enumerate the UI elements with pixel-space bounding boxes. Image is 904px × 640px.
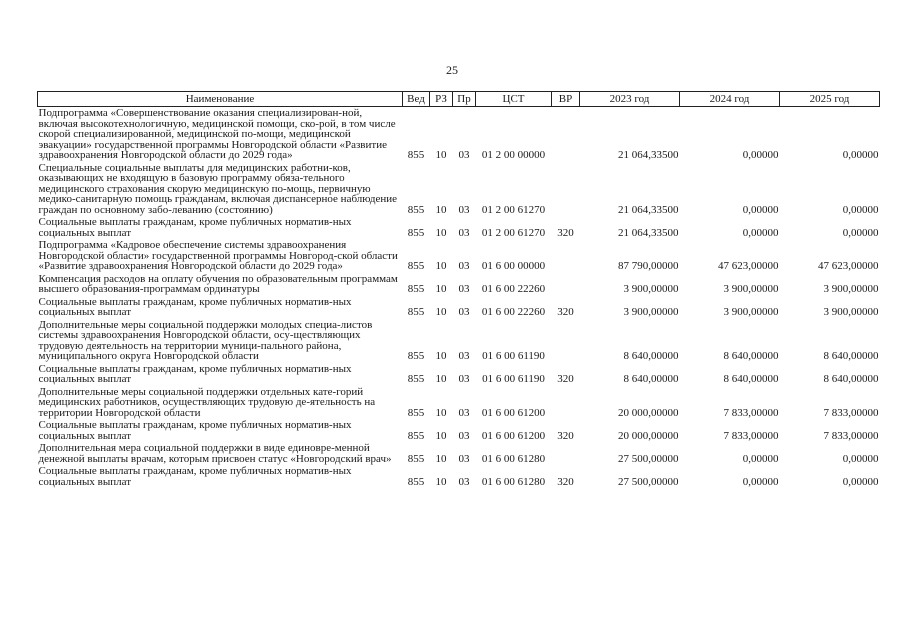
row-cst: 01 2 00 61270 [481,203,546,216]
row-2025: 8 640,00000 [823,373,879,385]
row-rz: 10 [435,429,447,442]
row-cst: 01 6 00 00000 [481,260,546,272]
row-ved: 855 [407,260,425,272]
row-vr: 320 [557,306,574,318]
table-row [38,320,880,364]
row-pr: 03 [458,203,470,216]
row-2025: 0,00000 [842,149,879,161]
row-2024: 0,00000 [742,452,779,465]
row-pr: 03 [458,475,470,488]
header-cst: ЦСТ [476,92,552,107]
row-2025: 0,00000 [842,452,879,465]
row-2024: 0,00000 [742,475,779,488]
row-rz: 10 [435,452,447,465]
row-2023: 21 064,33500 [618,203,679,216]
row-2023: 87 790,00000 [618,260,679,272]
row-cst: 01 6 00 61190 [482,373,545,385]
row-pr: 03 [458,260,470,272]
row-name: Дополнительные меры социальной поддержки молодых специа-листов системы здравоохранения Новгородской области, осу-ществляющих трудовую деятельность на территории муници-пального района, муниципального округа Новгородской области [38,318,373,362]
row-ved: 855 [407,373,425,385]
header-rz: РЗ [430,92,453,107]
row-2024: 7 833,00000 [723,429,779,442]
table-row [38,443,880,466]
row-ved: 855 [407,283,425,295]
row-vr: 320 [557,475,574,488]
row-name: Дополнительные меры социальной поддержки отдельных кате-горий медицинских работников, осуществляющих трудовую де-ятельность на территории Новгородской области [38,385,376,419]
row-2023: 27 500,00000 [618,452,679,465]
row-cst: 01 6 00 22260 [481,306,546,318]
row-2024: 3 900,00000 [723,306,779,318]
row-vr [552,107,580,163]
row-name: Социальные выплаты гражданам, кроме публичных норматив-ных социальных выплат [38,419,352,442]
table-row [38,466,880,489]
row-cst: 01 6 00 61190 [482,350,545,362]
row-vr [552,443,580,466]
row-2024: 3 900,00000 [723,283,779,295]
row-rz: 10 [435,260,447,272]
row-2023: 20 000,00000 [618,406,679,419]
row-name: Социальные выплаты гражданам, кроме публичных норматив-ных социальных выплат [38,295,352,318]
row-cst: 01 6 00 61280 [481,475,546,488]
row-vr: 320 [557,226,574,239]
row-pr: 03 [458,452,470,465]
row-2023: 8 640,00000 [623,373,679,385]
row-2025: 3 900,00000 [823,306,879,318]
row-vr [552,274,580,297]
row-ved: 855 [407,306,425,318]
table-row [38,163,880,218]
table-row [38,364,880,387]
row-ved: 855 [407,406,425,419]
header-2023: 2023 год [580,92,680,107]
row-pr: 03 [458,283,470,295]
row-2024: 47 623,00000 [718,260,779,272]
row-pr: 03 [458,350,470,362]
row-2024: 8 640,00000 [723,350,779,362]
table-body [38,107,880,490]
row-vr [552,163,580,218]
row-ved: 855 [407,226,425,239]
header-pr: Пр [453,92,476,107]
row-name: Социальные выплаты гражданам, кроме публичных норматив-ных социальных выплат [38,216,352,239]
table-row [38,107,880,163]
row-name: Социальные выплаты гражданам, кроме публичных норматив-ных социальных выплат [38,362,352,385]
row-rz: 10 [435,149,447,161]
row-name: Компенсация расходов на оплату обучения по образовательным программам высшего образования-программам ординатуры [38,272,398,295]
row-vr [552,387,580,421]
row-rz: 10 [435,406,447,419]
budget-table [37,91,880,489]
row-cst: 01 2 00 61270 [481,226,546,239]
row-name: Подпрограмма «Совершенствование оказания специализирован-ной, включая высокотехнологичную, медицинской помощи, ско-рой, в том числе скорой специализированной, медицинской по-мощи, медицинской эвакуации» государственной программы Новгородской области «Развитие здравоохранения Новгородской области до 2029 года» [38,107,396,161]
table-row [38,217,880,240]
row-2023: 27 500,00000 [618,475,679,488]
row-ved: 855 [407,350,425,362]
row-cst: 01 6 00 61200 [481,406,546,419]
row-vr: 320 [557,429,574,442]
row-rz: 10 [435,283,447,295]
row-name: Социальные выплаты гражданам, кроме публичных норматив-ных социальных выплат [38,465,352,488]
header-2024: 2024 год [680,92,780,107]
row-2023: 8 640,00000 [623,350,679,362]
header-name: Наименование [38,92,403,107]
row-rz: 10 [435,373,447,385]
row-ved: 855 [407,203,425,216]
table-row [38,420,880,443]
header-vr: ВР [552,92,580,107]
row-cst: 01 2 00 00000 [481,149,546,161]
row-2023: 3 900,00000 [623,306,679,318]
row-2023: 3 900,00000 [623,283,679,295]
row-pr: 03 [458,406,470,419]
row-pr: 03 [458,429,470,442]
table-row [38,387,880,421]
row-ved: 855 [407,452,425,465]
row-2025: 47 623,00000 [818,260,879,272]
row-vr: 320 [557,373,574,385]
row-rz: 10 [435,350,447,362]
row-rz: 10 [435,306,447,318]
row-2024: 8 640,00000 [723,373,779,385]
row-ved: 855 [407,475,425,488]
row-2025: 3 900,00000 [823,283,879,295]
row-2024: 7 833,00000 [723,406,779,419]
row-pr: 03 [458,149,470,161]
row-rz: 10 [435,475,447,488]
row-pr: 03 [458,226,470,239]
row-vr [552,320,580,364]
table-header-row [38,92,880,107]
row-2024: 0,00000 [742,203,779,216]
row-cst: 01 6 00 22260 [481,283,546,295]
row-rz: 10 [435,203,447,216]
row-ved: 855 [407,149,425,161]
row-2025: 8 640,00000 [823,350,879,362]
table-row [38,240,880,274]
row-pr: 03 [458,373,470,385]
row-2023: 21 064,33500 [618,226,679,239]
table-row [38,297,880,320]
row-2024: 0,00000 [742,226,779,239]
row-2024: 0,00000 [742,149,779,161]
row-2025: 0,00000 [842,475,879,488]
table-row [38,274,880,297]
row-2025: 7 833,00000 [823,406,879,419]
row-vr [552,240,580,274]
row-cst: 01 6 00 61280 [481,452,546,465]
page-number: 25 [446,63,458,77]
row-ved: 855 [407,429,425,442]
row-pr: 03 [458,306,470,318]
row-name: Специальные социальные выплаты для медицинских работни-ков, оказывающих не входящую в базовую программу обяза-тельного медицинского страхования скорую медицинскую по-мощь, первичную медико-санитарную помощь гражданам, включая диспансерное наблюдение граждан по основному забо-леванию (состоянию) [38,161,398,216]
row-2025: 0,00000 [842,203,879,216]
header-2025: 2025 год [780,92,880,107]
row-cst: 01 6 00 61200 [481,429,546,442]
row-name: Дополнительная мера социальной поддержки в виде единовре-менной денежной выплаты врачам, которым присвоен статус «Новгородский врач» [38,442,392,465]
row-2025: 7 833,00000 [823,429,879,442]
header-ved: Вед [403,92,430,107]
row-2023: 21 064,33500 [618,149,679,161]
row-2025: 0,00000 [842,226,879,239]
row-name: Подпрограмма «Кадровое обеспечение системы здравоохранения Новгородской области» государственной программы Новгород-ской области «Развитие здравоохранения Новгородской области до 2029 года» [38,239,398,272]
row-rz: 10 [435,226,447,239]
row-2023: 20 000,00000 [618,429,679,442]
